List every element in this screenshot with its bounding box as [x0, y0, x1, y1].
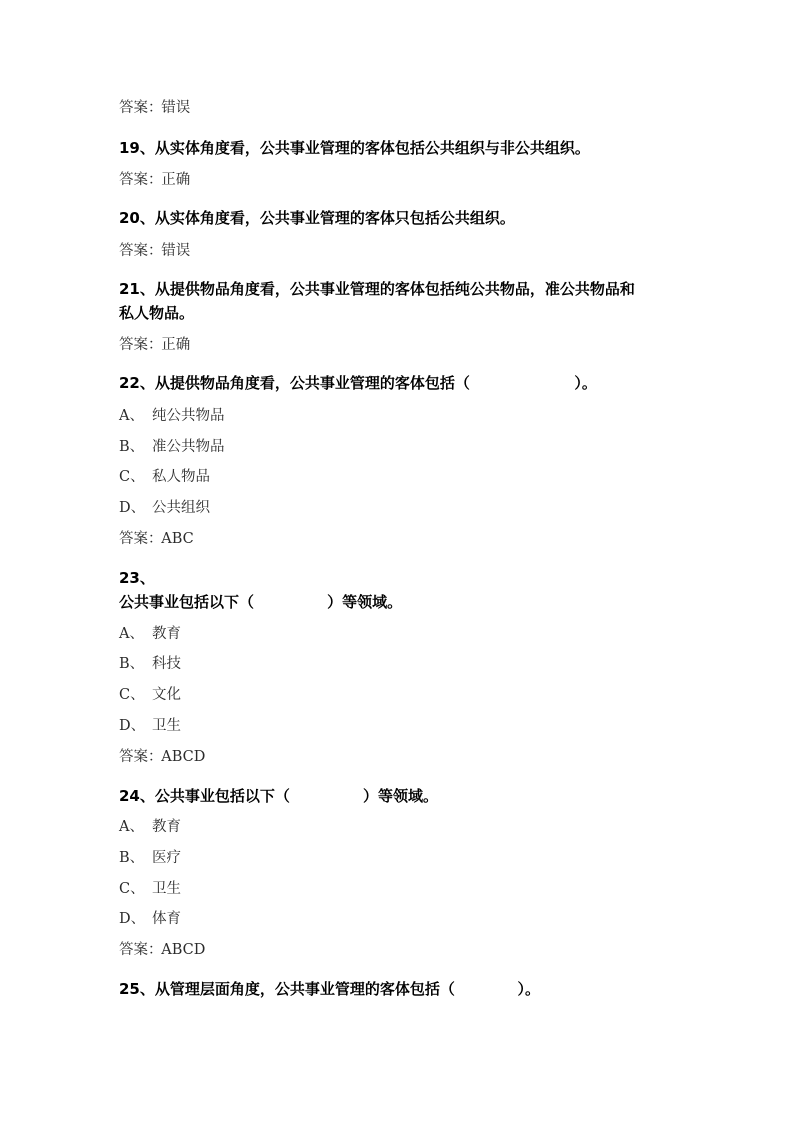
answer-line — [119, 239, 190, 260]
answer-line — [119, 168, 190, 189]
option-label: A、 — [119, 408, 144, 424]
option-line — [119, 465, 210, 486]
answer-label: 答案： — [119, 749, 163, 765]
option-label: C、 — [119, 687, 145, 703]
answer-label: 答案： — [119, 942, 163, 958]
option-line — [119, 652, 181, 673]
option-value: 体育 — [152, 911, 181, 927]
question-text: 24、公共事业包括以下（ ）等领域。 — [119, 787, 438, 805]
option-value: 医疗 — [152, 850, 181, 866]
option-label: D、 — [119, 500, 146, 516]
option-value: 卫生 — [152, 881, 181, 897]
answer-line — [119, 527, 194, 548]
answer-line — [119, 745, 205, 766]
option-label: C、 — [119, 469, 145, 485]
answer-value: 正确 — [161, 337, 191, 353]
answer-label: 答案： — [119, 172, 163, 188]
option-label: A、 — [119, 626, 144, 642]
option-line — [119, 404, 225, 425]
option-line — [119, 435, 225, 456]
option-label: B、 — [119, 850, 145, 866]
answer-value: 错误 — [161, 243, 191, 259]
question-text-continued: 私人物品。 — [119, 304, 195, 322]
question-number: 23、 — [119, 569, 155, 587]
option-line — [119, 714, 181, 735]
answer-line — [119, 96, 190, 117]
option-label: D、 — [119, 911, 146, 927]
option-label: D、 — [119, 718, 146, 734]
option-line — [119, 496, 210, 517]
option-line — [119, 907, 181, 928]
option-line — [119, 846, 181, 867]
answer-line — [119, 333, 190, 354]
option-value: 科技 — [152, 656, 181, 672]
option-label: A、 — [119, 819, 144, 835]
answer-label: 答案： — [119, 337, 163, 353]
option-line — [119, 877, 181, 898]
answer-line — [119, 938, 205, 959]
answer-label: 答案： — [119, 243, 163, 259]
question-text: 22、从提供物品角度看，公共事业管理的客体包括（ ）。 — [119, 374, 597, 392]
answer-label: 答案： — [119, 100, 163, 116]
option-line — [119, 683, 181, 704]
option-value: 教育 — [152, 626, 181, 642]
option-value: 文化 — [152, 687, 181, 703]
option-label: C、 — [119, 881, 145, 897]
answer-value: 错误 — [161, 100, 191, 116]
option-label: B、 — [119, 439, 145, 455]
option-label: B、 — [119, 656, 145, 672]
option-line — [119, 622, 181, 643]
option-line — [119, 815, 181, 836]
answer-value: ABCD — [161, 942, 206, 958]
answer-label: 答案： — [119, 531, 163, 547]
option-value: 私人物品 — [152, 469, 210, 485]
question-text: 公共事业包括以下（ ）等领域。 — [119, 593, 403, 611]
option-value: 卫生 — [152, 718, 181, 734]
option-value: 准公共物品 — [152, 439, 225, 455]
answer-value: ABCD — [161, 749, 206, 765]
answer-value: ABC — [161, 531, 194, 547]
question-text: 20、从实体角度看，公共事业管理的客体只包括公共组织。 — [119, 209, 515, 227]
question-text: 25、从管理层面角度，公共事业管理的客体包括（ ）。 — [119, 980, 541, 998]
option-value: 纯公共物品 — [152, 408, 225, 424]
answer-value: 正确 — [161, 172, 191, 188]
question-text: 19、从实体角度看，公共事业管理的客体包括公共组织与非公共组织。 — [119, 139, 590, 157]
option-value: 教育 — [152, 819, 181, 835]
option-value: 公共组织 — [152, 500, 210, 516]
question-text: 21、从提供物品角度看，公共事业管理的客体包括纯公共物品，准公共物品和 — [119, 280, 635, 298]
